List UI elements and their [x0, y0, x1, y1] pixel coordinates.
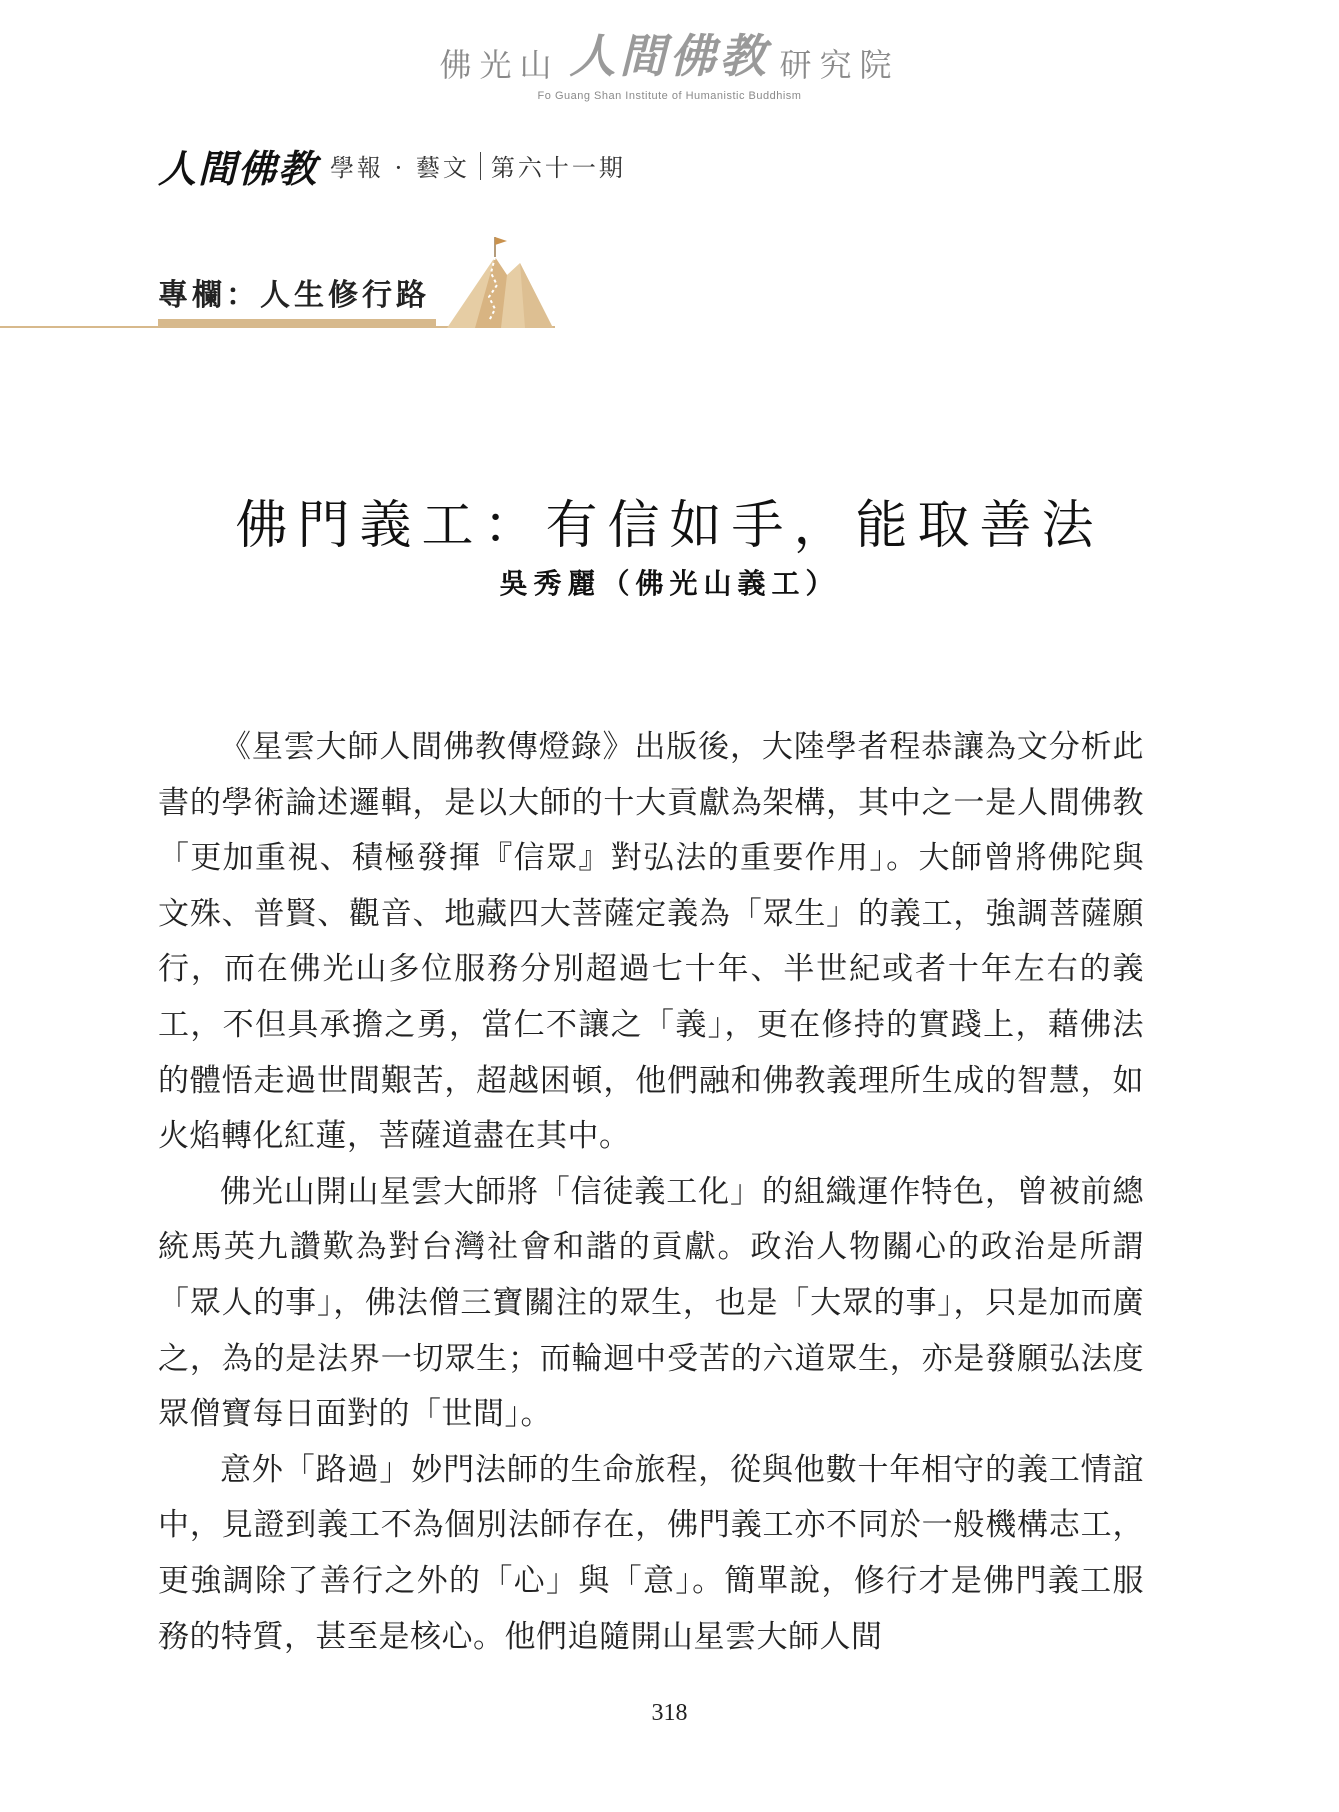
paragraph: 意外「路過」妙門法師的生命旅程，從與他數十年相守的義工情誼中，見證到義工不為個別法師存在，佛門義工亦不同於一般機構志工，更強調除了善行之外的「心」與「意」。簡單說，修行才是佛門義工服務的特質，甚至是核心。他們追隨開山星雲大師人間 — [158, 1451, 1144, 1655]
journal-brand: 人間佛教 — [158, 147, 319, 191]
journal-name: 學報 · 藝文 — [330, 154, 470, 182]
institute-english-name: Fo Guang Shan Institute of Humanistic Buddhism — [537, 90, 802, 102]
institute-brand: 人間佛教 — [569, 29, 770, 83]
institute-header — [0, 20, 1339, 102]
journal-divider — [480, 152, 481, 180]
page-number: 318 — [651, 1700, 688, 1726]
paragraph: 《星雲大師人間佛教傳燈錄》出版後，大陸學者程恭讓為文分析此書的學術論述邏輯，是以大師的十大貢獻為架構，其中之一是人間佛教「更加重視、積極發揮『信眾』對弘法的重要作用」。大師曾將佛陀與文殊、普賢、觀音、地藏四大菩薩定義為「眾生」的義工，強調菩薩願行，而在佛光山多位服務分別超過七十年、半世紀或者十年左右的義工，不但具承擔之勇，當仁不讓之「義」，更在修持的實踐上，藉佛法的體悟走過世間艱苦，超越困頓，他們融和佛教義理所生成的智慧，如火焰轉化紅蓮，菩薩道盡在其中。 — [158, 729, 1144, 1155]
institute-suffix: 研究院 — [779, 46, 900, 84]
article-body — [158, 720, 1144, 1665]
article-author: 吳秀麗（佛光山義工） — [499, 567, 840, 600]
article-title: 佛門義工：有信如手，能取善法 — [235, 495, 1104, 556]
paragraph: 佛光山開山星雲大師將「信徒義工化」的組織運作特色，曾被前總統馬英九讚歎為對台灣社會和諧的貢獻。政治人物關心的政治是所謂「眾人的事」，佛法僧三寶關注的眾生，也是「大眾的事」，只是加而廣之，為的是法界一切眾生；而輪迴中受苦的六道眾生，亦是發願弘法度眾僧寶每日面對的「世間」。 — [158, 1173, 1144, 1433]
column-underline — [158, 319, 436, 328]
column-label: 專欄：人生修行路 — [158, 278, 430, 313]
journal-header — [158, 138, 626, 193]
mountain-flag-icon — [445, 235, 555, 330]
journal-issue: 第六十一期 — [490, 154, 626, 182]
institute-prefix: 佛光山 — [439, 46, 560, 84]
